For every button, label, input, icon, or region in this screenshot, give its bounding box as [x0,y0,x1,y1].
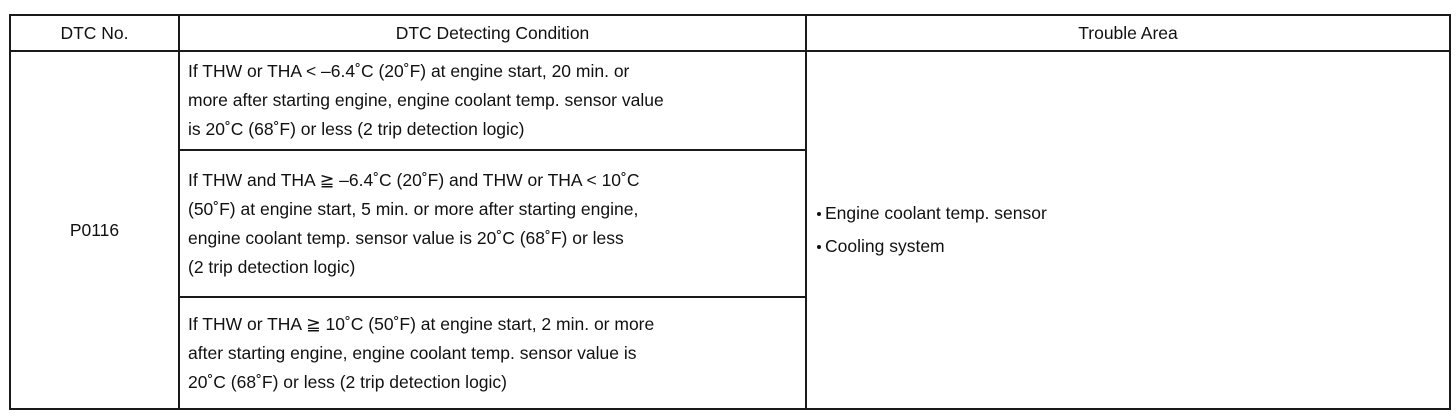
trouble-area-text: Engine coolant temp. sensor [825,203,1047,223]
bullet-icon [817,212,821,216]
dtc-code-cell: P0116 [10,51,179,409]
trouble-area-text: Cooling system [825,236,945,256]
condition-line: engine coolant temp. sensor value is 20˚C (68˚F) or less [188,227,624,248]
condition-line: is 20˚C (68˚F) or less (2 trip detection logic) [188,118,525,139]
condition-cell-2 [179,150,806,297]
condition-cell-1 [179,51,806,150]
table-row [10,51,1450,150]
condition-line: (50˚F) at engine start, 5 min. or more after starting engine, [188,198,639,219]
table-header [10,15,1450,51]
list-item [817,197,1449,230]
trouble-area-list [817,197,1449,263]
header-trouble-area: Trouble Area [806,15,1450,51]
bullet-icon [817,245,821,249]
condition-cell-3 [179,297,806,409]
trouble-area-cell [806,51,1450,409]
list-item [817,230,1449,263]
header-dtc-no: DTC No. [10,15,179,51]
condition-line: after starting engine, engine coolant temp. sensor value is [188,342,637,363]
condition-line: more after starting engine, engine coolant temp. sensor value [188,89,664,110]
condition-line: (2 trip detection logic) [188,256,356,277]
condition-line: 20˚C (68˚F) or less (2 trip detection logic) [188,371,507,392]
table-body [10,51,1450,409]
condition-line: If THW or THA ≧ 10˚C (50˚F) at engine start, 2 min. or more [188,313,655,334]
condition-line: If THW or THA < –6.4˚C (20˚F) at engine start, 20 min. or [188,60,630,81]
header-detecting-condition: DTC Detecting Condition [179,15,806,51]
header-row [10,15,1450,51]
dtc-table [9,14,1451,410]
condition-line: If THW and THA ≧ –6.4˚C (20˚F) and THW or THA < 10˚C [188,169,640,190]
